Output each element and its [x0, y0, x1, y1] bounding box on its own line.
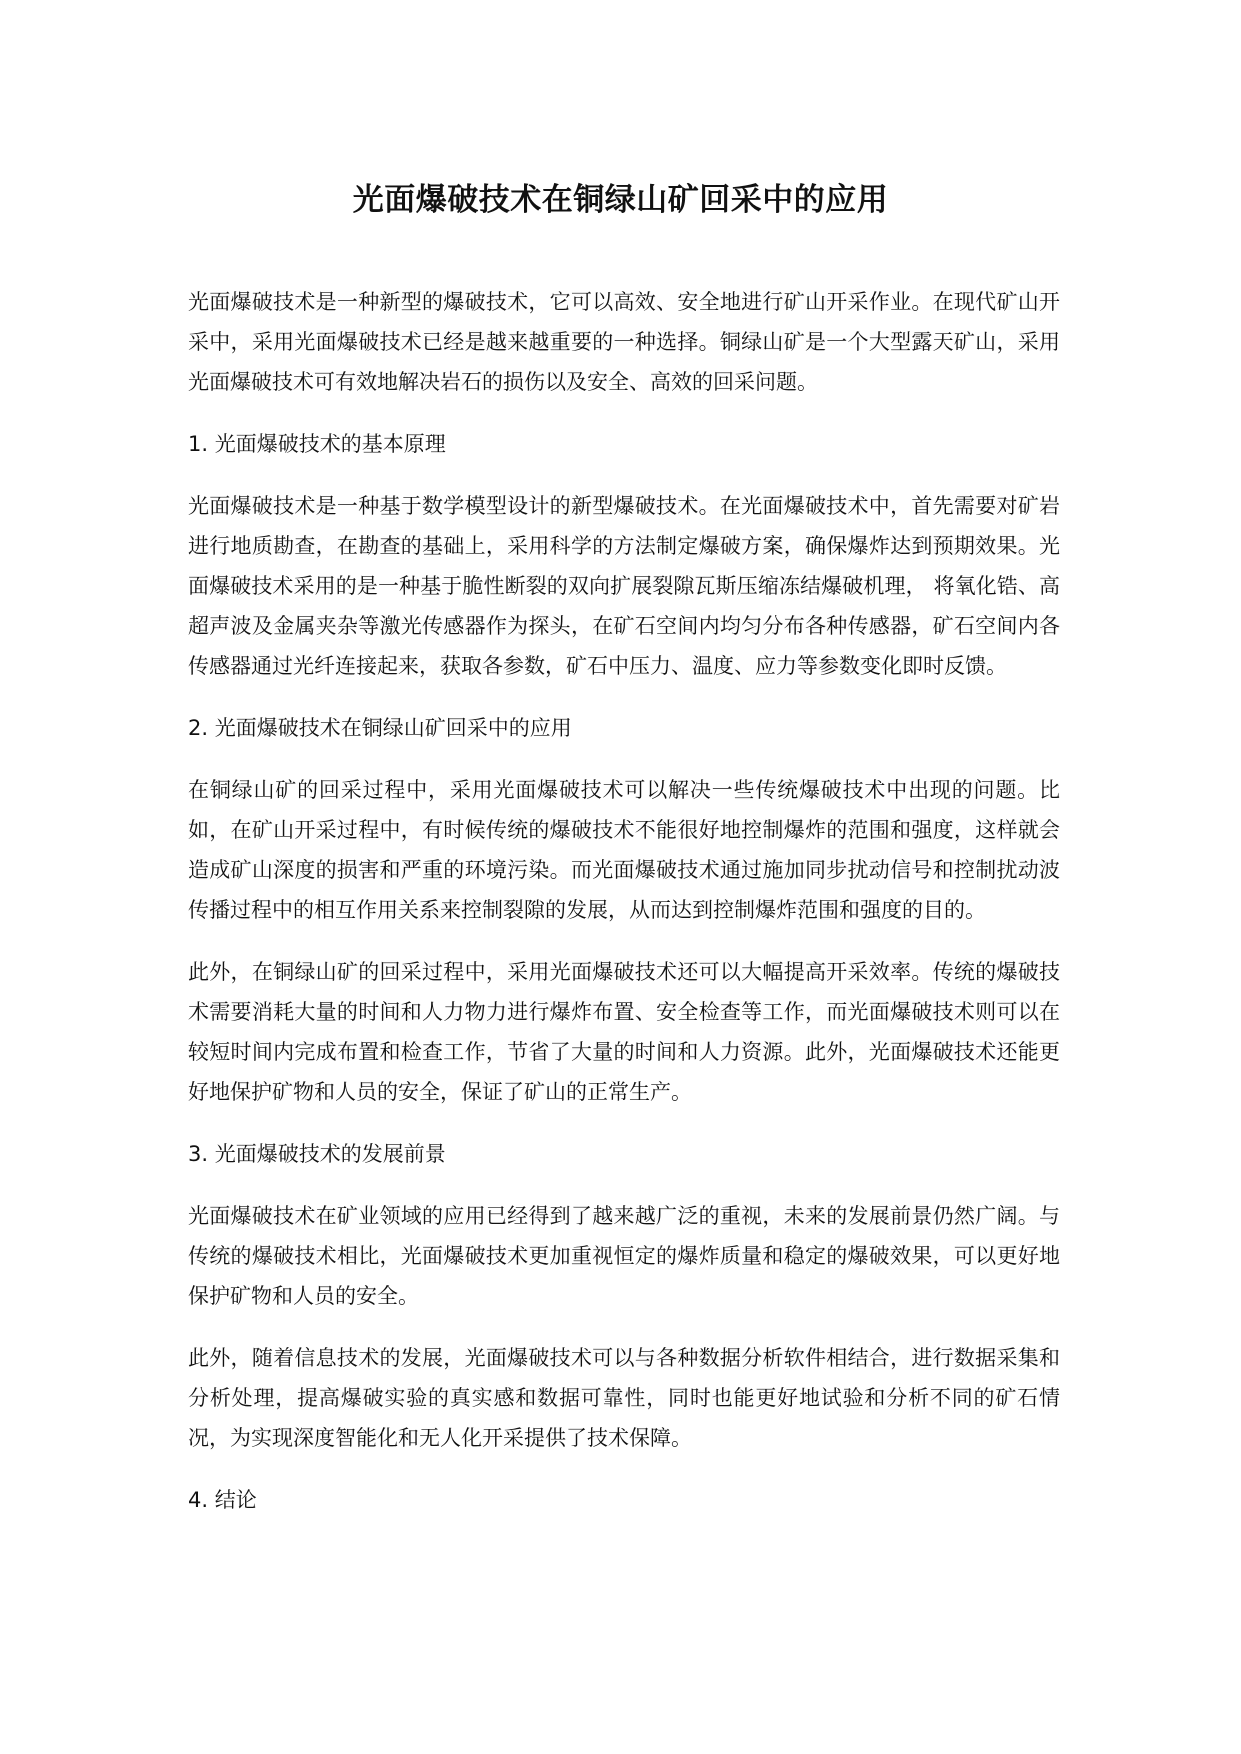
section-heading-3: 3. 光面爆破技术的发展前景 — [188, 1142, 446, 1166]
section-heading-4: 4. 结论 — [188, 1488, 257, 1512]
section-2-paragraph-1: 在铜绿山矿的回采过程中，采用光面爆破技术可以解决一些传统爆破技术中出现的问题。比如，在矿山开采过程中，有时候传统的爆破技术不能很好地控制爆炸的范围和强度，这样就会造成矿山深度的损害和严重的环境污染。而光面爆破技术通过施加同步扰动信号和控制扰动波传播过程中的相互作用关系来控制裂隙的发展，从而达到控制爆炸范围和强度的目的。 — [188, 778, 1060, 922]
section-2-paragraph-2: 此外，在铜绿山矿的回采过程中，采用光面爆破技术还可以大幅提高开采效率。传统的爆破技术需要消耗大量的时间和人力物力进行爆炸布置、安全检查等工作，而光面爆破技术则可以在较短时间内完成布置和检查工作，节省了大量的时间和人力资源。此外，光面爆破技术还能更好地保护矿物和人员的安全，保证了矿山的正常生产。 — [188, 960, 1060, 1104]
section-3-paragraph-1: 光面爆破技术在矿业领域的应用已经得到了越来越广泛的重视，未来的发展前景仍然广阔。与传统的爆破技术相比，光面爆破技术更加重视恒定的爆炸质量和稳定的爆破效果，可以更好地保护矿物和人员的安全。 — [188, 1204, 1060, 1308]
document-title: 光面爆破技术在铜绿山矿回采中的应用 — [352, 182, 889, 218]
section-heading-2: 2. 光面爆破技术在铜绿山矿回采中的应用 — [188, 716, 572, 740]
section-3-paragraph-2: 此外，随着信息技术的发展，光面爆破技术可以与各种数据分析软件相结合，进行数据采集和分析处理，提高爆破实验的真实感和数据可靠性，同时也能更好地试验和分析不同的矿石情况，为实现深度智能化和无人化开采提供了技术保障。 — [188, 1346, 1060, 1450]
section-heading-1: 1. 光面爆破技术的基本原理 — [188, 432, 446, 456]
section-1-paragraph: 光面爆破技术是一种基于数学模型设计的新型爆破技术。在光面爆破技术中，首先需要对矿岩进行地质勘查，在勘查的基础上，采用科学的方法制定爆破方案，确保爆炸达到预期效果。光面爆破技术采用的是一种基于脆性断裂的双向扩展裂隙瓦斯压缩冻结爆破机理， 将氧化锆、高超声波及金属夹杂等激光传感器作为探头，在矿石空间内均匀分布各种传感器，矿石空间内各传感器通过光纤连接起来，获取各参数，矿石中压力、温度、应力等参数变化即时反馈。 — [188, 494, 1060, 678]
document-body — [188, 282, 1060, 1542]
intro-paragraph: 光面爆破技术是一种新型的爆破技术，它可以高效、安全地进行矿山开采作业。在现代矿山开采中，采用光面爆破技术已经是越来越重要的一种选择。铜绿山矿是一个大型露天矿山，采用光面爆破技术可有效地解决岩石的损伤以及安全、高效的回采问题。 — [188, 290, 1060, 394]
